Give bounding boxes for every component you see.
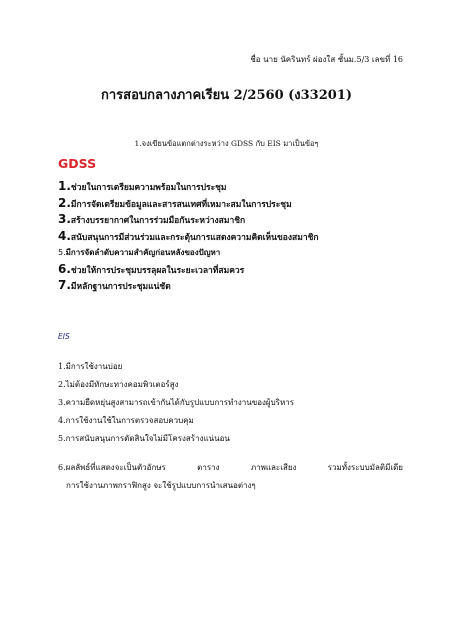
gdss-item <box>58 244 319 261</box>
gdss-item-text: มีหลักฐานการประชุมแน่ชัด <box>70 282 171 292</box>
eis-item: 5.การสนับสนุนการตัดสินใจไม่มีโครงสร้างแน่นอน <box>58 434 230 443</box>
eis-item-6-part: 6.ผลลัพธ์ที่แสดงจะเป็นตัวอักษร <box>58 463 166 472</box>
eis-item: 3.ความยืดหยุ่นสูงสามารถเข้ากันได้กับรูปแบบการทำงานของผู้บริหาร <box>58 398 295 407</box>
gdss-item-text: สร้างบรรยากาศในการร่วมมือกันระหว่างสมาชิก <box>70 216 246 226</box>
exam-title: การสอบกลางภาคเรียน 2/2560 (ง33201) <box>100 88 353 103</box>
gdss-item-text: มีการจัดลำดับความสำคัญก่อนหลังของปัญหา <box>65 247 221 257</box>
eis-item-6-part: ภาพและเสียง <box>250 463 297 472</box>
eis-item: 1.มีการใช้งานบ่อย <box>58 362 123 371</box>
eis-item: 2.ไม่ต้องมีทักษะทางคอมพิวเตอร์สูง <box>58 380 179 389</box>
gdss-item-text: มีการจัดเตรียมข้อมูลและสารสนเทศที่เหมาะสมในการประชุม <box>70 199 292 210</box>
eis-item-6-line1 <box>58 459 403 477</box>
gdss-item-number: 7. <box>58 278 71 292</box>
eis-item-6-part: ตาราง <box>197 463 220 472</box>
gdss-item-number: 3. <box>58 212 71 226</box>
eis-item-6-line2: การใช้งานภาพกราฟิกสูง จะใช้รูปแบบการนำเสนอต่างๆ <box>66 481 256 490</box>
eis-list <box>58 358 294 448</box>
eis-item: 4.การใช้งานใช้ในการตรวจสอบควบคุม <box>58 416 194 425</box>
gdss-item-text: ช่วยในการเตรียมความพร้อมในการประชุม <box>70 183 227 193</box>
gdss-item-text: สนับสนุนการมีส่วนร่วมและกระตุ้นการแสดงความคิดเห็นของสมาชิก <box>70 232 319 243</box>
question-text: 1.จงเขียนข้อแตกต่างระหว่าง GDSS กับ EIS มาเป็นข้อๆ <box>134 139 319 148</box>
gdss-item <box>58 211 319 228</box>
gdss-item-number: 4. <box>58 228 71 243</box>
eis-item-6-part: รวมทั้งระบบมัลติมีเดีย <box>327 463 403 472</box>
gdss-item-number: 6. <box>58 261 71 276</box>
gdss-list <box>58 178 319 294</box>
gdss-item <box>58 228 319 245</box>
eis-item-6 <box>58 459 403 495</box>
gdss-item <box>58 195 319 212</box>
eis-heading: EIS <box>58 332 70 341</box>
student-info: ชื่อ นาย นัครินทร์ ผ่องใส ชั้นม.5/3 เลขที่ 16 <box>250 55 403 64</box>
gdss-heading: GDSS <box>58 156 97 171</box>
gdss-item <box>58 261 319 278</box>
gdss-item-text: ช่วยให้การประชุมบรรลุผลในระยะเวลาที่สมควร <box>70 265 245 276</box>
gdss-item-number: 1. <box>58 179 71 193</box>
gdss-item <box>58 178 319 195</box>
gdss-item-number: 2. <box>58 195 71 210</box>
gdss-item-number: 5. <box>58 248 66 257</box>
gdss-item <box>58 277 319 294</box>
